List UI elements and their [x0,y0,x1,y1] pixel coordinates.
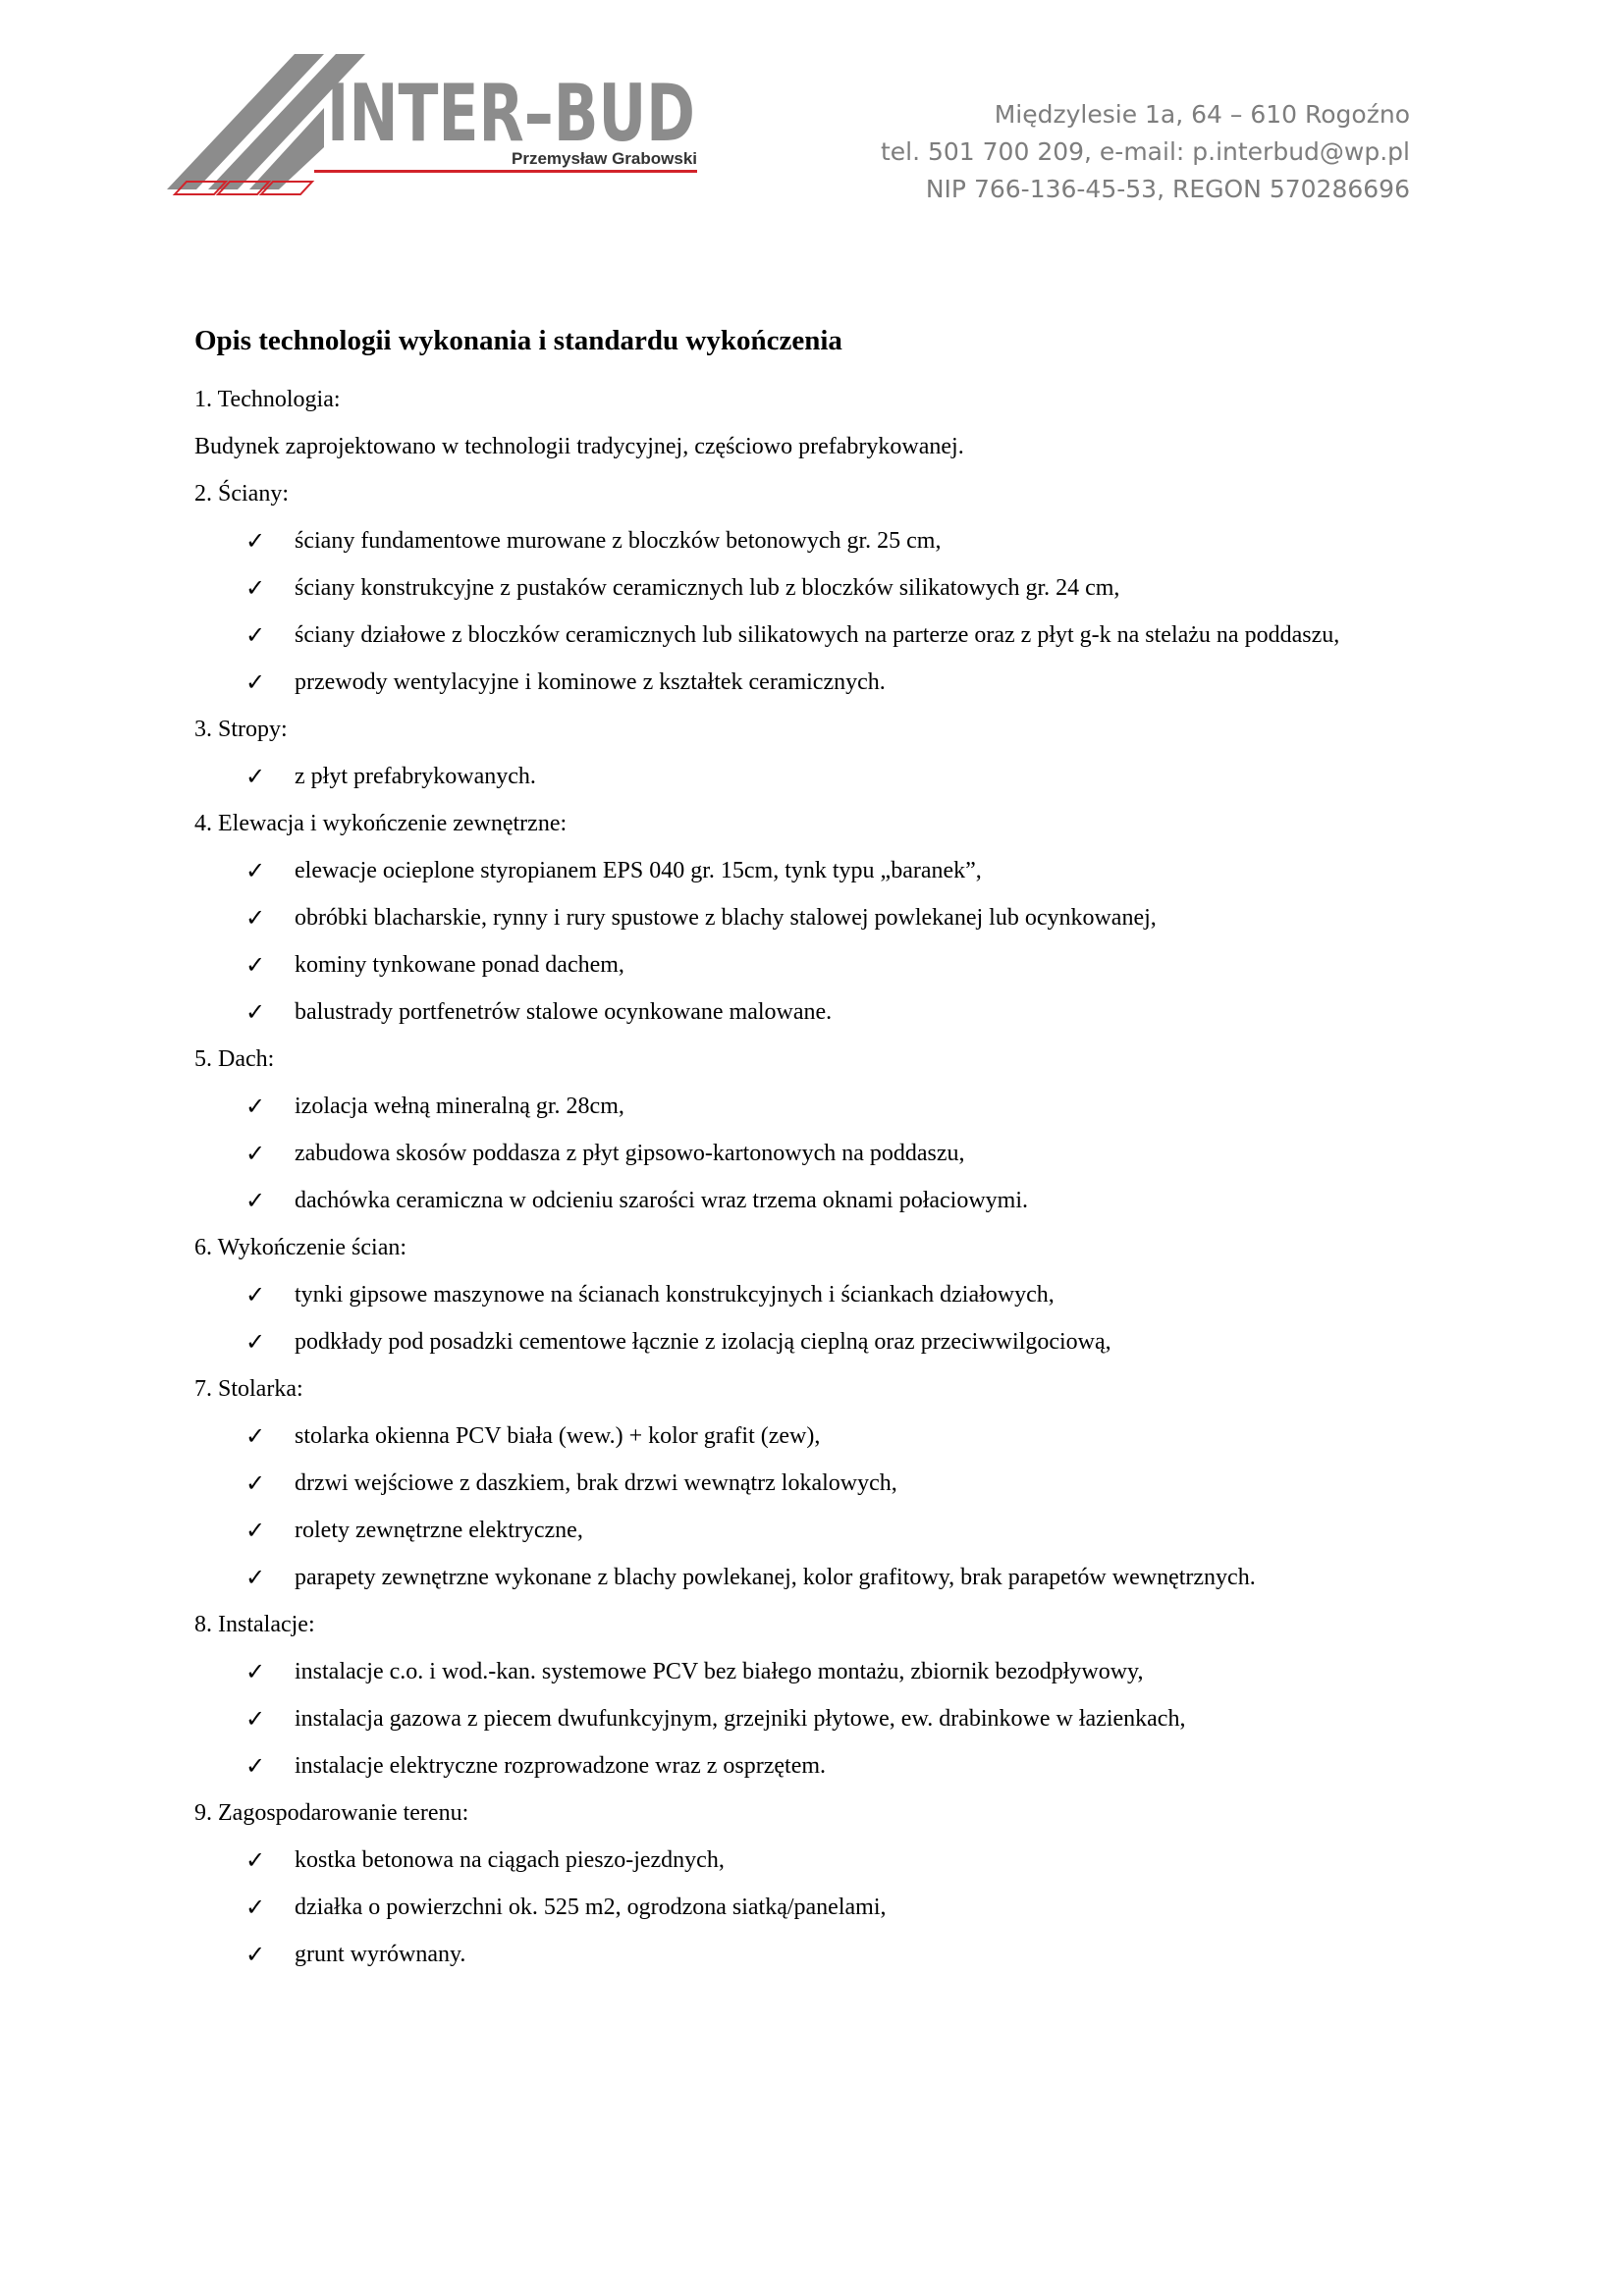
sections [194,376,1441,1978]
section-list [194,517,1441,706]
check-icon: ✓ [245,621,266,649]
check-icon: ✓ [245,1469,266,1497]
list-item-text: elewacje ocieplone styropianem EPS 040 gr. 15cm, tynk typu „baranek”, [295,858,982,883]
section-list [194,1648,1441,1789]
check-icon: ✓ [245,1894,266,1921]
list-item [194,564,1441,612]
section-heading: 5. Dach: [194,1046,275,1072]
check-icon: ✓ [245,763,266,790]
logo-owner: Przemysław Grabowski [512,149,697,168]
section-text: Budynek zaprojektowano w technologii tradycyjnej, częściowo prefabrykowanej. [194,434,964,459]
list-item-text: instalacje elektryczne rozprowadzone wraz z osprzętem. [295,1753,827,1779]
list-item [194,1413,1441,1460]
list-item [194,1083,1441,1130]
list-item [194,1460,1441,1507]
list-item-text: instalacja gazowa z piecem dwufunkcyjnym, grzejniki płytowe, ew. drabinkowe w łazienkach, [295,1706,1186,1732]
list-item [194,1931,1441,1978]
list-item [194,1648,1441,1695]
section-list [194,1271,1441,1365]
list-item-text: balustrady portfenetrów stalowe ocynkowane malowane. [295,999,833,1025]
section-heading: 4. Elewacja i wykończenie zewnętrzne: [194,811,568,836]
list-item-text: stolarka okienna PCV biała (wew.) + kolor grafit (zew), [295,1423,821,1449]
list-item [194,1318,1441,1365]
list-item-text: parapety zewnętrzne wykonane z blachy powlekanej, kolor grafitowy, brak parapetów wewnętrznych. [295,1565,1256,1590]
list-item [194,1695,1441,1742]
section-list [194,1413,1441,1601]
check-icon: ✓ [245,1093,266,1120]
contact-address: Międzylesie 1a, 64 – 610 Rogoźno [994,100,1410,129]
contact-block [881,96,1410,208]
document-body [194,319,1441,1978]
list-item-text: instalacje c.o. i wod.-kan. systemowe PCV bez białego montażu, zbiornik bezodpływowy, [295,1659,1144,1684]
section-heading: 1. Technologia: [194,387,341,412]
check-icon: ✓ [245,857,266,884]
check-icon: ✓ [245,527,266,555]
check-icon: ✓ [245,1941,266,1968]
list-item-text: ściany działowe z bloczków ceramicznych lub silikatowych na parterze oraz z płyt g-k na stelażu na poddaszu, [295,622,1340,648]
list-item-text: grunt wyrównany. [295,1942,466,1967]
check-icon: ✓ [245,1187,266,1214]
check-icon: ✓ [245,1846,266,1874]
check-icon: ✓ [245,1140,266,1167]
company-logo [167,54,717,201]
list-item [194,1742,1441,1789]
check-icon: ✓ [245,1328,266,1356]
check-icon: ✓ [245,1281,266,1308]
list-item-text: ściany fundamentowe murowane z bloczków betonowych gr. 25 cm, [295,528,942,554]
check-icon: ✓ [245,1517,266,1544]
check-icon: ✓ [245,998,266,1026]
section-list [194,753,1441,800]
document-title: Opis technologii wykonania i standardu wykończenia [194,325,842,356]
list-item-text: drzwi wejściowe z daszkiem, brak drzwi wewnątrz lokalowych, [295,1470,897,1496]
list-item [194,847,1441,894]
contact-tax-ids: NIP 766-136-45-53, REGON 570286696 [925,175,1410,203]
list-item-text: kominy tynkowane ponad dachem, [295,952,624,978]
list-item [194,941,1441,988]
section-heading: 8. Instalacje: [194,1612,315,1637]
list-item-text: zabudowa skosów poddasza z płyt gipsowo-kartonowych na poddaszu, [295,1141,965,1166]
list-item [194,1177,1441,1224]
list-item-text: rolety zewnętrzne elektryczne, [295,1518,583,1543]
logo-name: INTER–BUD [327,68,695,159]
list-item [194,659,1441,706]
check-icon: ✓ [245,1422,266,1450]
check-icon: ✓ [245,951,266,979]
check-icon: ✓ [245,574,266,602]
list-item [194,1837,1441,1884]
list-item [194,1884,1441,1931]
list-item [194,753,1441,800]
logo-graphic [167,54,717,201]
check-icon: ✓ [245,668,266,696]
section-heading: 6. Wykończenie ścian: [194,1235,407,1260]
list-item-text: kostka betonowa na ciągach pieszo-jezdnych, [295,1847,725,1873]
list-item-text: działka o powierzchni ok. 525 m2, ogrodzona siatką/panelami, [295,1895,887,1920]
check-icon: ✓ [245,1658,266,1685]
section-heading: 3. Stropy: [194,717,288,742]
list-item-text: tynki gipsowe maszynowe na ścianach konstrukcyjnych i ściankach działowych, [295,1282,1055,1308]
list-item [194,517,1441,564]
list-item-text: z płyt prefabrykowanych. [295,764,536,789]
list-item [194,1271,1441,1318]
list-item [194,1507,1441,1554]
section-heading: 7. Stolarka: [194,1376,303,1402]
list-item-text: przewody wentylacyjne i kominowe z kształtek ceramicznych. [295,669,886,695]
list-item-text: ściany konstrukcyjne z pustaków ceramicznych lub z bloczków silikatowych gr. 24 cm, [295,575,1120,601]
list-item [194,612,1441,659]
check-icon: ✓ [245,1564,266,1591]
list-item [194,1130,1441,1177]
list-item-text: dachówka ceramiczna w odcieniu szarości wraz trzema oknami połaciowymi. [295,1188,1029,1213]
list-item-text: podkłady pod posadzki cementowe łącznie z izolacją cieplną oraz przeciwwilgociową, [295,1329,1111,1355]
list-item [194,988,1441,1036]
section-heading: 2. Ściany: [194,481,289,507]
list-item-text: obróbki blacharskie, rynny i rury spustowe z blachy stalowej powlekanej lub ocynkowanej, [295,905,1157,931]
list-item [194,1554,1441,1601]
section-list [194,847,1441,1036]
list-item [194,894,1441,941]
contact-phone-email: tel. 501 700 209, e-mail: p.interbud@wp.pl [880,137,1410,166]
section-list [194,1083,1441,1224]
section-list [194,1837,1441,1978]
section-heading: 9. Zagospodarowanie terenu: [194,1800,469,1826]
check-icon: ✓ [245,904,266,932]
list-item-text: izolacja wełną mineralną gr. 28cm, [295,1094,624,1119]
check-icon: ✓ [245,1705,266,1733]
check-icon: ✓ [245,1752,266,1780]
